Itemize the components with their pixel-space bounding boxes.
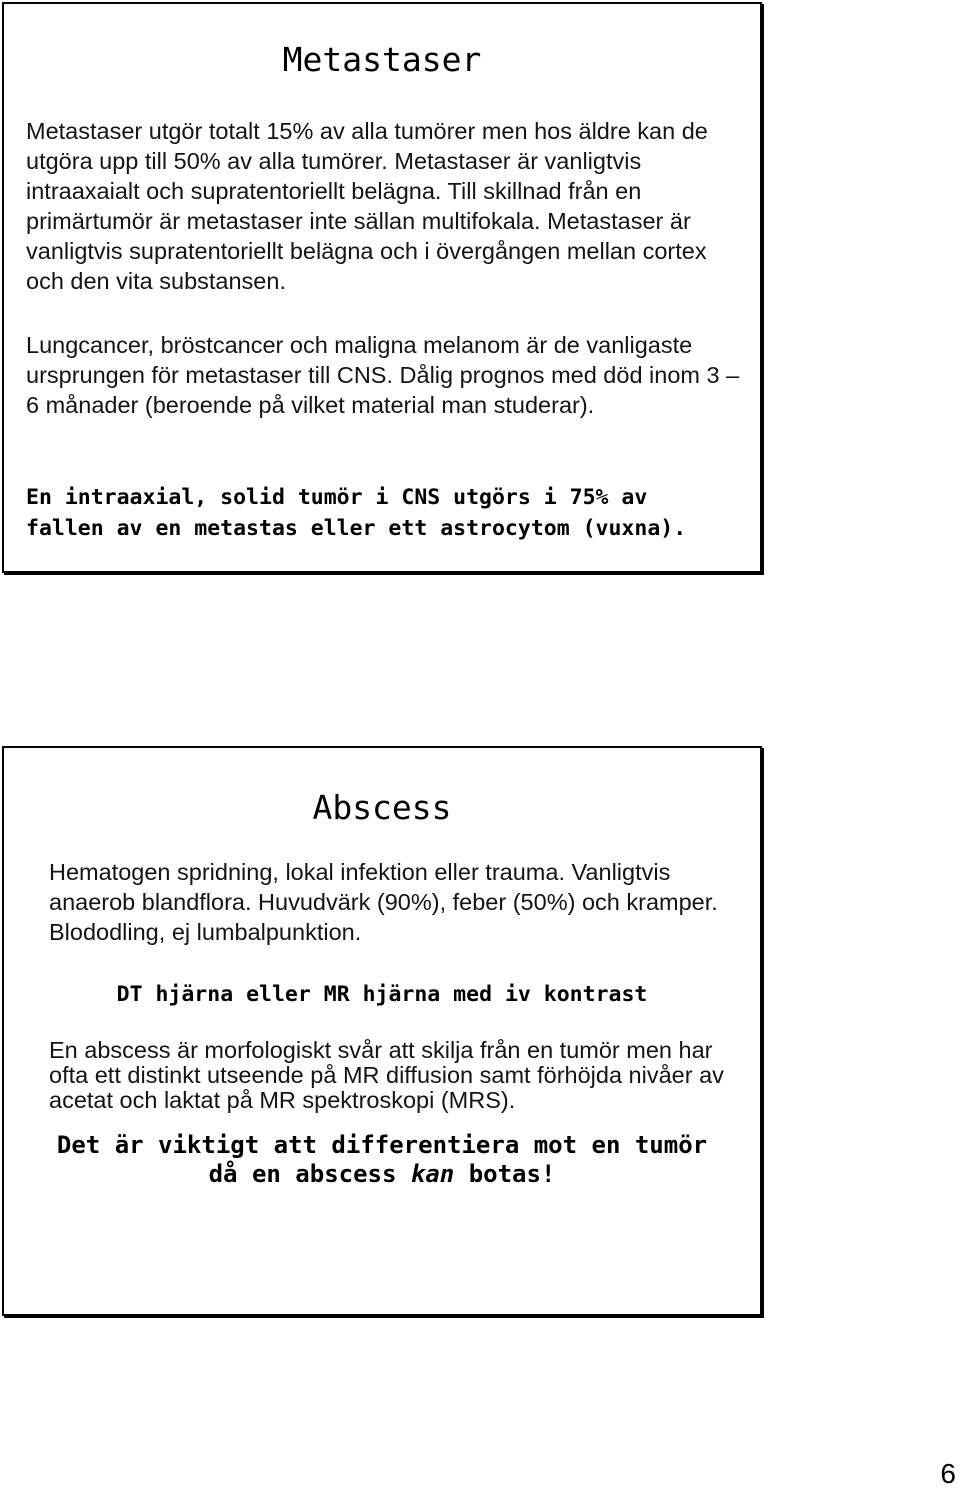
metastaser-paragraph-2: Lungcancer, bröstcancer och maligna melanom är de vanligaste ursprungen för metastaser till CNS. Dålig prognos med död inom 3 – 6 månader (beroende på vilket material man studerar). — [26, 332, 740, 418]
slide-abscess — [2, 746, 762, 1316]
slide-metastaser — [2, 2, 762, 573]
conclusion-prefix: då en abscess — [208, 1160, 411, 1188]
slide-title: Abscess — [312, 788, 452, 827]
conclusion-emphasis: kan — [410, 1160, 455, 1188]
metastaser-highlight: En intraaxial, solid tumör i CNS utgörs i 75% av fallen av en metastas eller ett astrocytom (vuxna). — [26, 485, 687, 541]
slide-title: Metastaser — [282, 40, 482, 79]
abscess-imaging-heading: DT hjärna eller MR hjärna med iv kontrast — [116, 982, 648, 1007]
page-number: 6 — [940, 1458, 956, 1489]
conclusion-line-2 — [4, 1160, 760, 1189]
abscess-conclusion — [4, 1131, 760, 1189]
metastaser-paragraph-1: Metastaser utgör totalt 15% av alla tumörer men hos äldre kan de utgöra upp till 50% av alla tumörer. Metastaser är vanligtvis intraaxaialt och supratentoriellt belägna. Till skillnad från en primärtumör är metastaser inte sällan multifokala. Metastaser är vanligtvis supratentoriellt belägna och i övergången mellan cortex och den vita substansen. — [26, 118, 708, 294]
abscess-paragraph-1: Hematogen spridning, lokal infektion eller trauma. Vanligtvis anaerob blandflora. Huvudvärk (90%), feber (50%) och kramper. Blododling, ej lumbalpunktion. — [49, 859, 718, 945]
conclusion-line-1: Det är viktigt att differentiera mot en tumör — [56, 1131, 708, 1159]
abscess-paragraph-2: En abscess är morfologiskt svår att skilja från en tumör men har ofta ett distinkt utseende på MR diffusion samt förhöjda nivåer av acetat och laktat på MR spektroskopi (MRS). — [49, 1037, 724, 1113]
conclusion-suffix: botas! — [454, 1160, 556, 1188]
